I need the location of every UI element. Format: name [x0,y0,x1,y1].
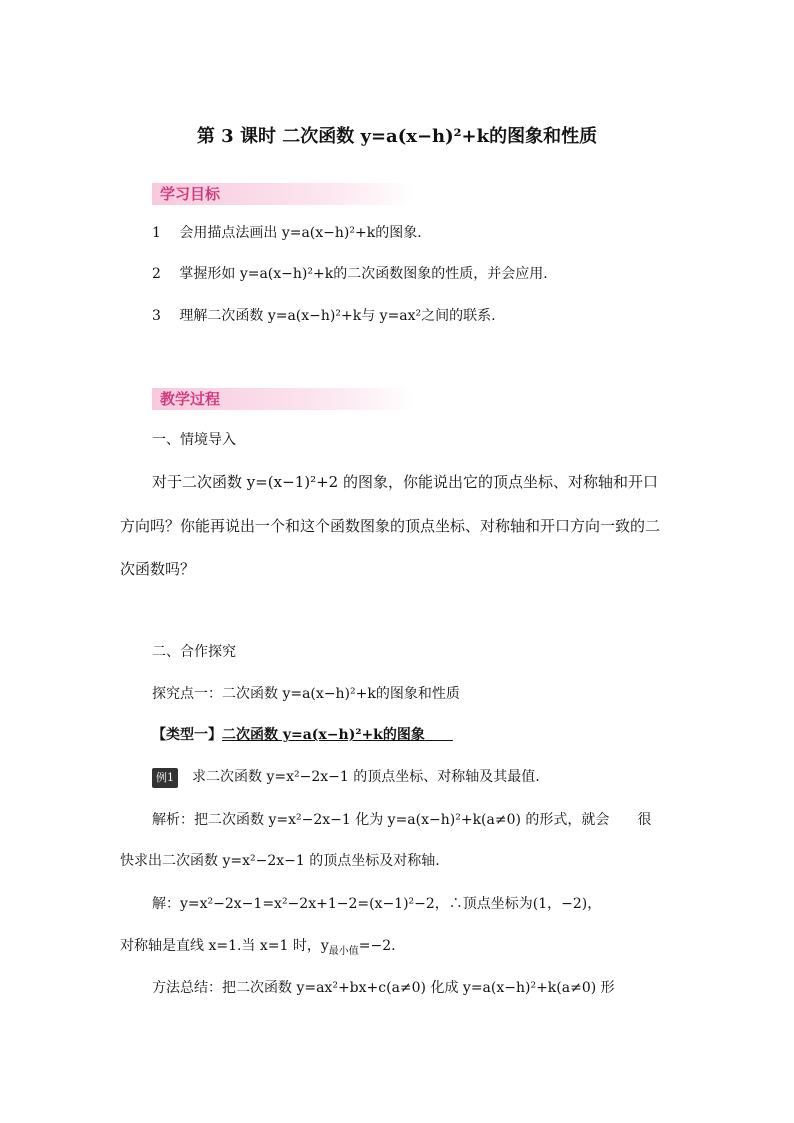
section-heading: 二、合作探究 [152,644,236,660]
solution-subscript: 最小值 [328,945,359,957]
goal-item [152,306,496,326]
analysis-line: 解析：把二次函数 y=x²−2x−1 化为 y=a(x−h)²+k(a≠0) 的形式，就会 很 [152,812,652,828]
example-badge: 例1 [152,768,178,788]
analysis-line: 快求出二次函数 y=x²−2x−1 的顶点坐标及对称轴. [120,853,440,869]
solution-line: 解：y=x²−2x−1=x²−2x+1−2=(x−1)²−2，∴顶点坐标为(1，−2)， [152,896,602,912]
example-line [152,767,540,788]
goal-number: 1 [152,225,161,241]
goal-item [152,223,422,243]
process-banner-label: 教学过程 [160,390,221,408]
type-text: 二次函数 y=a(x−h)²+k的图象 [222,727,425,743]
goals-banner-label: 学习目标 [160,185,221,203]
goal-item [152,264,548,284]
paragraph-line: 方向吗？你能再说出一个和这个函数图象的顶点坐标、对称轴和开口方向一致的二 [120,517,661,535]
goal-text: 掌握形如 y=a(x−h)²+k的二次函数图象的性质，并会应用. [179,266,548,282]
goal-text: 会用描点法画出 y=a(x−h)²+k的图象. [179,225,422,241]
page-title: 第 3 课时 二次函数 y=a(x−h)²+k的图象和性质 [196,126,598,147]
solution-text: =−2. [358,938,396,954]
paragraph-line: 次函数吗？ [120,560,196,578]
type-heading [152,725,453,745]
goal-text: 理解二次函数 y=a(x−h)²+k与 y=ax²之间的联系. [179,308,496,324]
solution-line [120,936,396,962]
goals-banner [152,183,414,205]
section-heading: 一、情境导入 [152,432,236,448]
goal-number: 2 [152,266,161,282]
solution-text: 对称轴是直线 x=1.当 x=1 时，y [120,938,329,954]
explore-point: 探究点一：二次函数 y=a(x−h)²+k的图象和性质 [152,686,460,702]
method-summary: 方法总结：把二次函数 y=ax²+bx+c(a≠0) 化成 y=a(x−h)²+k(a≠0) 形 [152,980,615,996]
goal-number: 3 [152,308,161,324]
process-banner [152,388,414,410]
type-label: 【类型一】 [152,727,222,743]
paragraph-line: 对于二次函数 y=(x−1)²+2 的图象，你能说出它的顶点坐标、对称轴和开口 [152,473,658,491]
example-text: 求二次函数 y=x²−2x−1 的顶点坐标、对称轴及其最值. [192,769,540,785]
